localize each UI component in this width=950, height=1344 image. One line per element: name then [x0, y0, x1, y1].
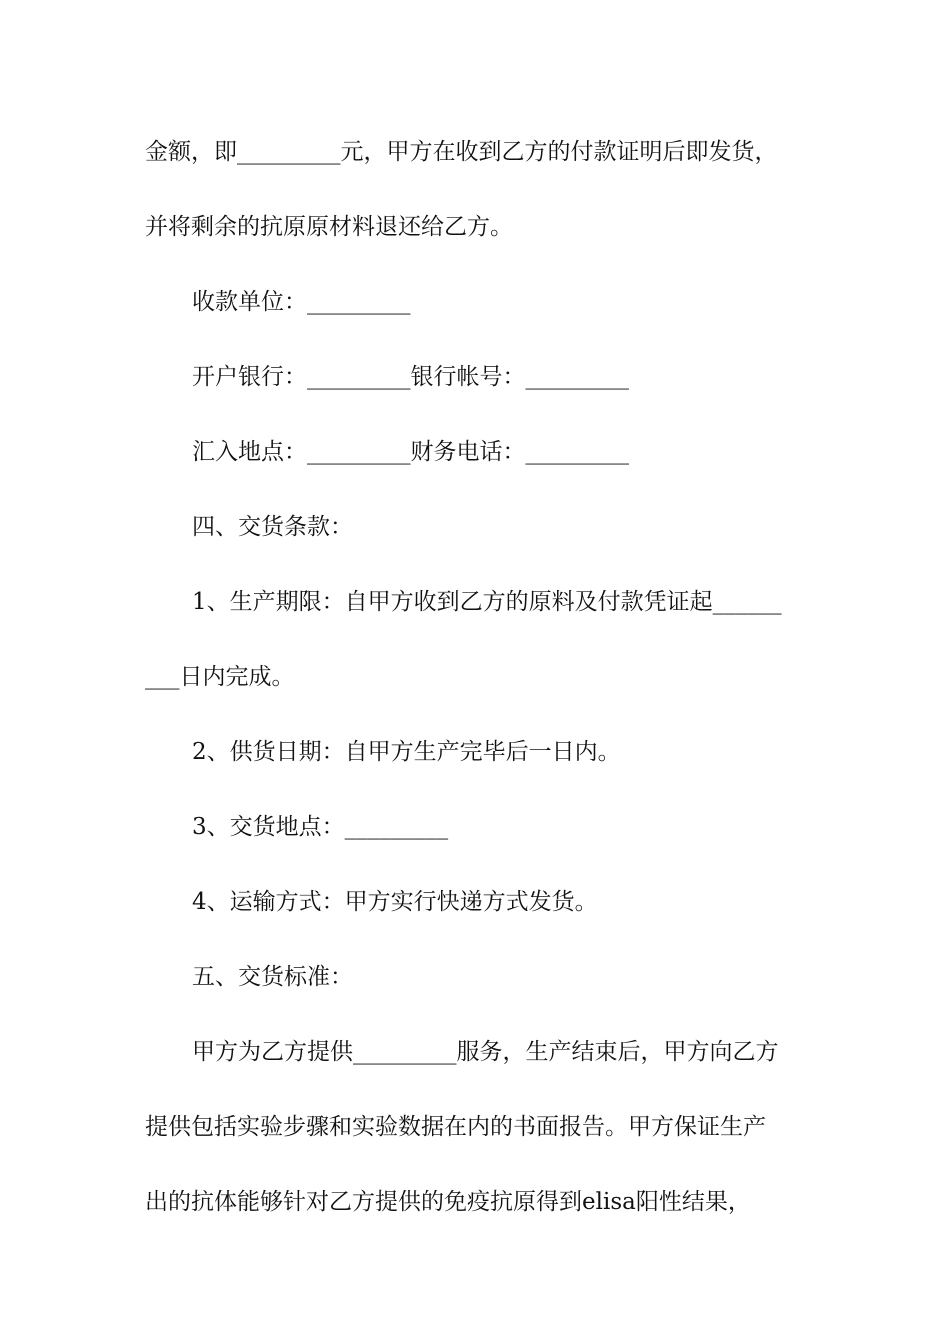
payee-field: 收款单位：_________ — [192, 289, 411, 315]
section-heading: 四、交货条款： — [192, 514, 353, 540]
text-line: 甲方为乙方提供_________服务，生产结束后，甲方向乙方 — [192, 1039, 779, 1065]
delivery-location-field: 3、交货地点：_________ — [192, 814, 449, 840]
text-line: 1、生产期限：自甲方收到乙方的原料及付款凭证起______ — [192, 589, 782, 615]
section-heading: 五、交货标准： — [192, 964, 353, 990]
text-line: 金额，即_________元，甲方在收到乙方的付款证明后即发货， — [145, 139, 778, 165]
text-line: 出的抗体能够针对乙方提供的免疫抗原得到elisa阳性结果， — [145, 1189, 751, 1215]
text-line: 2、供货日期：自甲方生产完毕后一日内。 — [192, 739, 621, 765]
text-line: 4、运输方式：甲方实行快递方式发货。 — [192, 889, 598, 915]
remit-location-field: 汇入地点：_________财务电话：_________ — [192, 439, 629, 465]
bank-account-field: 开户银行：_________银行帐号：_________ — [192, 364, 629, 390]
text-line: ___日内完成。 — [145, 664, 295, 690]
text-line: 并将剩余的抗原原材料退还给乙方。 — [145, 214, 513, 240]
text-line: 提供包括实验步骤和实验数据在内的书面报告。甲方保证生产 — [145, 1114, 766, 1140]
